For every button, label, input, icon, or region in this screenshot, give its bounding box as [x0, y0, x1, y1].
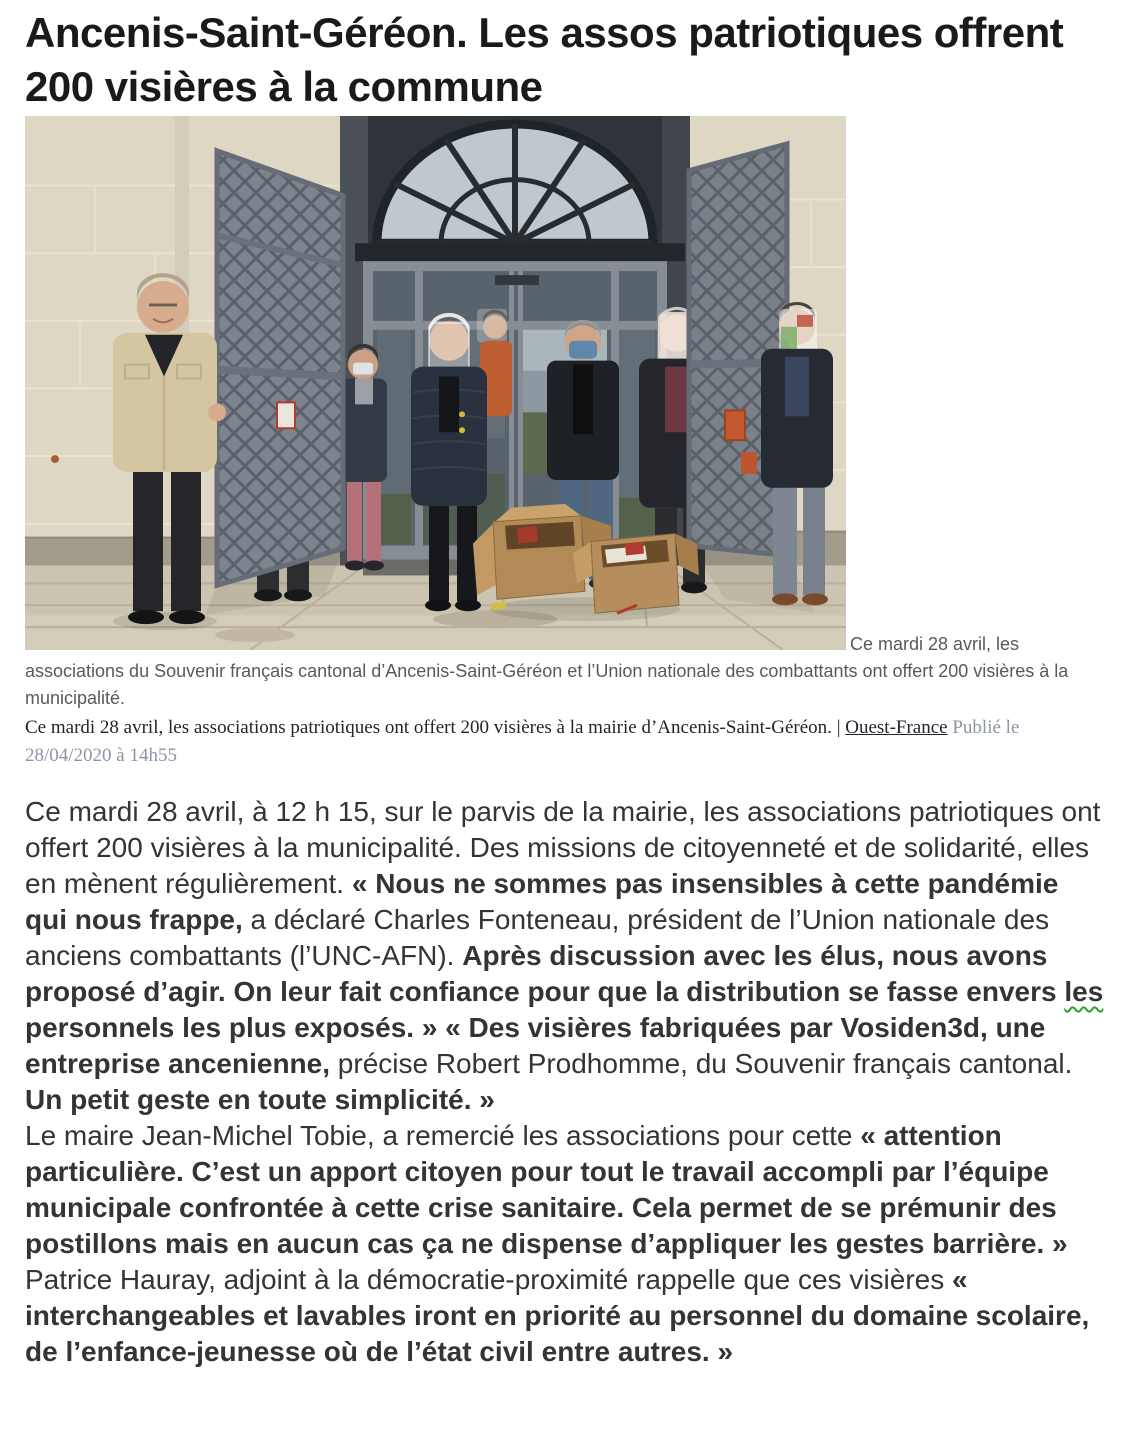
paragraph-2 — [25, 1118, 1104, 1370]
body-segment: Ce mardi 28 avril, à 12 h 15, sur le parvis de la mairie, les associations patriotiques ont offert 200 visières à la municipalité. Des missions de citoyenneté et de solidarité, elles en mènent régulièrement. — [25, 796, 1101, 899]
body-segment-quote: « interchangeables et lavables iront en priorité au personnel du domaine scolaire, de l’enfance-jeunesse où de l’état civil entre autres. » — [25, 1264, 1090, 1367]
publish-date: Publié le 28/04/2020 à 14h55 — [25, 717, 1020, 766]
paragraph-1 — [25, 794, 1104, 1118]
byline — [25, 714, 1104, 770]
body-segment-quote: Un petit geste en toute simplicité. » — [25, 1084, 495, 1115]
byline-text: Ce mardi 28 avril, les associations patriotiques ont offert 200 visières à la mairie d’Ancenis-Saint-Géréon. — [25, 717, 832, 738]
iron-gate-left — [217, 151, 343, 586]
article-body — [25, 794, 1104, 1370]
body-segment: a déclaré Charles Fonteneau, président de l’Union nationale des anciens combattants (l’UNC-AFN). — [25, 904, 1050, 971]
figure-block — [25, 116, 1104, 712]
body-segment-spellcheck: les — [1064, 976, 1104, 1007]
body-segment-quote: personnels les plus exposés. » « Des visières fabriquées par Vosiden3d, une entreprise ancenienne, — [25, 1012, 1046, 1079]
body-segment: Le maire Jean-Michel Tobie, a remercié les associations pour cette — [25, 1120, 861, 1151]
page-title: Ancenis-Saint-Géréon. Les assos patriotiques offrent 200 visières à la commune — [25, 9, 1064, 110]
body-segment: Patrice Hauray, adjoint à la démocratie-proximité rappelle que ces visières — [25, 1264, 953, 1295]
body-segment-quote: « attention particulière. C’est un apport citoyen pour tout le travail accompli par l’équipe municipale confrontée à cette crise sanitaire. Cela permet de se prémunir des postillons mais en aucun cas ça ne dispense d’appliquer les gestes barrière. » — [25, 1120, 1068, 1259]
body-segment-quote: « Nous ne sommes pas insensibles à cette pandémie qui nous frappe, — [25, 868, 1059, 935]
article-photo — [25, 116, 846, 650]
body-segment-quote: Après discussion avec les élus, nous avons proposé d’agir. On leur fait confiance pour que la distribution se fasse envers — [25, 940, 1065, 1007]
source-link[interactable]: Ouest-France — [845, 717, 948, 738]
byline-separator: | — [836, 717, 841, 738]
photo-caption: Ce mardi 28 avril, les associations du Souvenir français cantonal d’Ancenis-Saint-Géréon et l’Union nationale des combattants ont offert 200 visières à la municipalité. — [25, 634, 1069, 708]
body-segment: précise Robert Prodhomme, du Souvenir français cantonal. — [330, 1048, 1073, 1079]
article-page — [0, 6, 1126, 1384]
